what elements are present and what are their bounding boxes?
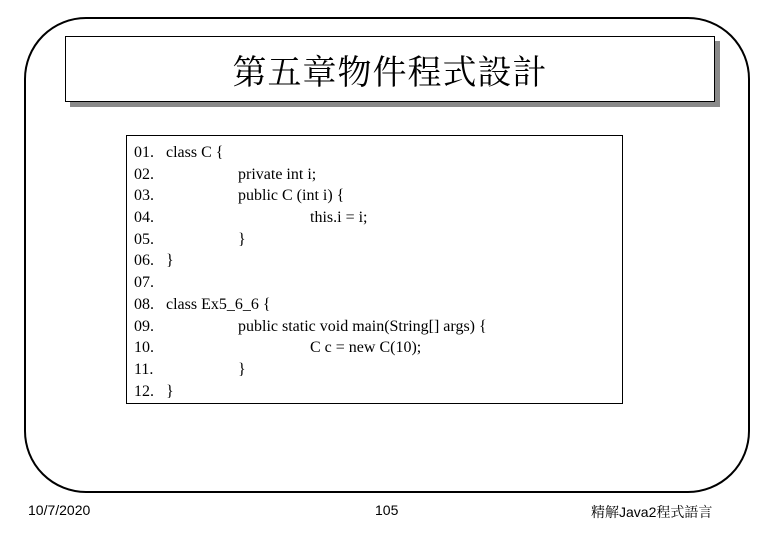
line-number: 12. [134, 382, 154, 400]
line-number: 05. [134, 230, 154, 248]
code-text: public static void main(String[] args) { [238, 317, 487, 335]
line-number: 07. [134, 274, 154, 292]
code-line [134, 164, 622, 186]
slide-title: 第五章物件程式設計 [232, 52, 548, 93]
code-text: } [166, 252, 174, 270]
code-line [134, 316, 622, 338]
footer-book-title: 精解Java2程式語言 [591, 504, 713, 520]
code-text: } [166, 382, 174, 400]
title-box [65, 36, 715, 102]
code-line [134, 142, 622, 164]
footer-page-number: 105 [375, 502, 399, 518]
code-text: class Ex5_6_6 { [166, 295, 271, 313]
code-line [134, 250, 622, 272]
code-text: class C { [166, 144, 224, 161]
code-line [134, 381, 622, 403]
code-text: C c = new C(10); [310, 339, 422, 357]
line-number: 02. [134, 165, 154, 183]
code-listing [126, 135, 623, 404]
code-text: private int i; [238, 165, 317, 183]
code-line [134, 359, 622, 381]
code-text: public C (int i) { [238, 187, 345, 205]
code-line [134, 294, 622, 316]
line-number: 03. [134, 187, 154, 205]
footer-date: 10/7/2020 [28, 502, 91, 518]
line-number: 09. [134, 317, 154, 335]
code-line [134, 185, 622, 207]
code-text: } [238, 360, 246, 378]
line-number: 01. [134, 144, 154, 161]
code-text: } [238, 230, 246, 248]
line-number: 06. [134, 252, 154, 270]
line-number: 11. [134, 360, 154, 378]
code-line [134, 272, 622, 294]
line-number: 10. [134, 339, 154, 357]
line-number: 08. [134, 295, 154, 313]
code-line [134, 207, 622, 229]
line-number: 04. [134, 209, 154, 227]
code-line [134, 337, 622, 359]
code-text: this.i = i; [310, 209, 368, 227]
code-line [134, 229, 622, 251]
